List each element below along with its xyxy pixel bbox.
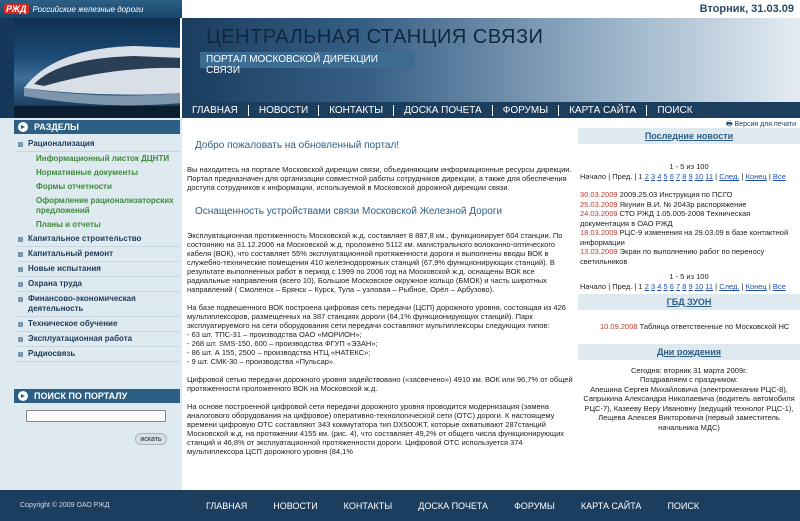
news-item[interactable] — [580, 190, 798, 200]
footer-nav-honor-board[interactable]: ДОСКА ПОЧЕТА — [418, 500, 489, 511]
gbd-text: Таблица ответственные по Московской НС — [639, 322, 790, 331]
pager-link[interactable]: 9 — [688, 282, 693, 291]
nav-honor-board[interactable]: ДОСКА ПОЧЕТА — [394, 105, 493, 116]
news-text: Якунин В.И. № 2043р распоряжение — [619, 199, 747, 209]
pager-link: 1 — [638, 172, 643, 181]
pager-link[interactable]: След. — [719, 172, 740, 181]
birthdays-title[interactable]: Дни рождения — [578, 344, 800, 360]
bullet-icon — [18, 337, 23, 342]
news-pager-bottom: Начало | Пред. | 1 2 3 4 5 6 7 8 9 10 11 | След. | Конец | Все — [580, 282, 786, 291]
sidebar-item[interactable] — [14, 277, 180, 292]
news-text: Экран по выполнению работ по переносу светильников — [580, 247, 765, 266]
paragraph-2: Эксплуатационная протяженность Московской ж.д. составляет 8 887,8 км., функционирует 604 станции. По состоянию на 31.12.2006 на Московской ж.д. проложено 5112 км. магистрального волоконно-оптического кабеля (ВОК), что составляет 55% эксплуатационной протяженности дороги и выполнены вводы ВОК в служебно-технические помещения 410 железнодорожных станций (67,9% функционирующих станций). В результате выполненных работ в период с 1999 по 2006 год на Московской ж.д. оснащены ВОК все радиальные направления (всего 10), Большое Московское окружное кольцо (БМОК) и часть широтных направлений ( Смоленск – Брянск – Курск, Тула – узловая – Рыбное, Орёл – Арбузово). — [187, 231, 563, 294]
sidebar-subitem[interactable] — [14, 180, 180, 194]
arrow-icon: ► — [19, 392, 27, 400]
train-image — [14, 18, 182, 118]
brand-bar — [0, 0, 182, 18]
sidebar-item-label: Эксплуатационная работа — [28, 334, 133, 343]
pager-link: Начало — [580, 282, 607, 291]
sidebar-item[interactable] — [14, 347, 180, 362]
news-list — [578, 190, 800, 266]
news-date: 18.03.2009 — [580, 228, 618, 237]
printer-icon: 🖶 — [725, 121, 735, 128]
sidebar-item-label: Капитальное строительство — [28, 234, 142, 243]
footer — [0, 490, 800, 521]
bullet-icon — [18, 282, 23, 287]
arrow-icon: ► — [19, 123, 27, 131]
pager-link[interactable]: Конец — [745, 172, 767, 181]
sidebar-item-label: Оформление рационализаторских предложений — [36, 196, 174, 215]
search-input[interactable] — [26, 410, 166, 422]
nav-search[interactable]: ПОИСК — [657, 104, 693, 116]
footer-nav-search[interactable]: ПОИСК — [667, 500, 700, 511]
sidebar-item[interactable] — [14, 262, 180, 277]
sidebar-item[interactable] — [14, 232, 180, 247]
news-pager: Начало | Пред. | 1 2 3 4 5 6 7 8 9 10 11 | След. | Конец | Все — [580, 172, 786, 181]
sidebar-item[interactable] — [14, 332, 180, 347]
pager-link[interactable]: 5 — [663, 282, 668, 291]
pager-link[interactable]: 4 — [657, 172, 662, 181]
pager-link[interactable]: 2 — [644, 172, 649, 181]
footer-nav-forums[interactable]: ФОРУМЫ — [514, 500, 555, 511]
bullet-icon — [18, 352, 23, 357]
sections-menu — [14, 137, 180, 362]
nav-contacts[interactable]: КОНТАКТЫ — [319, 105, 394, 116]
pager-link: Начало — [580, 172, 607, 181]
news-date: 13.03.2009 — [580, 247, 618, 256]
paragraph-4: Цифровой сетью передачи дорожного уровня задействовано («засвечено») 4910 км. ВОК или 96,7% от общей протяженности проложенного ВОК на Московской ж.д. — [187, 375, 573, 393]
search-header — [14, 389, 180, 403]
current-date: Вторник, 31.03.09 — [699, 3, 794, 15]
side-strip — [0, 18, 14, 118]
bullet-icon — [18, 142, 23, 147]
intro-paragraph: Вы находитесь на портале Московской дирекции связи, объединяющим информационные ресурсы дирекции. Портал предназначен для организации совместной работы сотрудников дирекции, а также для обеспечения доступа сотрудников к информации, используемой в Московской дорожной дирекции связи. — [187, 165, 572, 192]
pager-link[interactable]: Все — [772, 282, 786, 291]
copyright: Copyright © 2009 ОАО РЖД — [20, 502, 110, 509]
pager-link[interactable]: 3 — [650, 282, 656, 291]
sidebar-item-label: Радиосвязь — [28, 349, 76, 358]
pager-link[interactable]: 5 — [663, 172, 668, 181]
pager-link[interactable]: 8 — [682, 282, 687, 291]
sidebar-subitem[interactable] — [14, 218, 180, 232]
search-title: ПОИСК ПО ПОРТАЛУ — [34, 391, 128, 401]
print-label: Версия для печати — [734, 121, 796, 128]
pager-link[interactable]: 11 — [705, 282, 714, 291]
gbd-title[interactable]: ГБД ЗУОН — [578, 294, 800, 310]
latest-news-title[interactable]: Последние новости — [578, 128, 800, 144]
nav-home[interactable]: ГЛАВНАЯ — [182, 105, 249, 116]
pager-link: Пред. — [612, 282, 633, 291]
site-title: ЦЕНТРАЛЬНАЯ СТАНЦИЯ СВЯЗИ — [206, 26, 544, 48]
bullet-icon — [18, 237, 23, 242]
pager-link[interactable]: 4 — [657, 282, 662, 291]
news-range: 1 - 5 из 100 — [669, 162, 709, 171]
gbd-item[interactable] — [598, 322, 800, 332]
pager-link[interactable]: 9 — [688, 172, 693, 181]
sidebar-subitem[interactable] — [14, 194, 180, 218]
pager-link[interactable]: След. — [719, 282, 740, 291]
pager-link[interactable]: 3 — [650, 172, 656, 181]
pager-link[interactable]: 7 — [676, 172, 681, 181]
pager-link[interactable]: 8 — [682, 172, 687, 181]
pager-link[interactable]: Все — [772, 172, 786, 181]
pager-link[interactable]: 2 — [644, 282, 649, 291]
pager-link[interactable]: 10 — [694, 282, 704, 291]
equipment-heading: Оснащенность устройствами связи Московской Железной Дороги — [195, 206, 503, 217]
site-subtitle: ПОРТАЛ МОСКОВСКОЙ ДИРЕКЦИИ СВЯЗИ — [200, 52, 414, 68]
news-date: 30.03.2009 — [580, 190, 618, 199]
train-illustration — [14, 18, 182, 118]
sidebar-item[interactable] — [14, 137, 180, 152]
pager-link[interactable]: 11 — [705, 172, 714, 181]
welcome-heading: Добро пожаловать на обновленный портал! — [195, 140, 400, 151]
sidebar-item-label: Формы отчетности — [36, 182, 112, 191]
news-item[interactable] — [580, 200, 798, 210]
rzd-logo: РЖД — [6, 4, 27, 14]
birthdays-text: Сегодня: вторник 31 марта 2009г. Поздравляем с праздником: Апешина Сергея Михайловича (электромеханик РЦС-8), Сапрыкина Александра Николаевича (водитель автомобиля РЦС-7), Казееву Веру Ивановну (ведущий технолог РЦС-1), Лещева Алексея Викторовича (первый заместитель начальника МДС) — [583, 365, 795, 432]
pager-link[interactable]: 10 — [694, 172, 704, 181]
news-text: РЦС-9 изменения на 29.03.09 в базе контактной информации — [580, 228, 789, 247]
sidebar-item[interactable] — [14, 247, 180, 262]
nav-sitemap[interactable]: КАРТА САЙТА — [559, 105, 647, 116]
news-text: СТО РЖД 1.05.005-2008 Техническая документация в ОАО РЖД — [580, 209, 751, 228]
sidebar-item-label: Финансово-экономическая деятельность — [28, 294, 136, 313]
sidebar-item-label: Нормативные документы — [36, 168, 139, 177]
sections-header — [14, 120, 180, 134]
footer-nav-contacts[interactable]: КОНТАКТЫ — [343, 500, 393, 511]
gbd-date: 10.09.2008 — [600, 322, 638, 331]
news-text: 2009.25.03 Инструкция по ПСГО — [619, 190, 733, 199]
pager-link[interactable]: Конец — [745, 282, 767, 291]
bullet-icon — [18, 252, 23, 257]
sidebar-item[interactable] — [14, 292, 180, 317]
sidebar-item[interactable] — [14, 317, 180, 332]
sidebar-item-label: Капитальный ремонт — [28, 249, 114, 258]
news-date: 25.03.2009 — [580, 199, 618, 209]
bullet-icon — [18, 297, 23, 302]
paragraph-5: На основе построенной цифровой сети передачи дорожного уровня проводится модернизация (замена аналогового оборудования на цифровое) оперативно-технологической сети (ОТС) дороги. К настоящему времени цифровую ОТС составляют 343 коммутатора тип DX500ЖТ, которые охватывают 287станций Московской ж.д. на протяжении 4155 км. (рис. 4), что составляет 49,2% от общего числа функционирующих станций и 46,8% от эксплуатационной протяженности дороги. Цифровой ОТС используется 374 мультиплексора ЦСП дорожного уровня (84,1% — [187, 402, 565, 456]
pager-link[interactable]: 7 — [676, 282, 681, 291]
search-button[interactable]: искать — [135, 433, 167, 445]
news-item[interactable] — [580, 247, 798, 266]
pager-link[interactable]: 6 — [669, 282, 674, 291]
sidebar-item-label: Рационализация — [28, 139, 95, 148]
bullet-icon — [18, 267, 23, 272]
sidebar-item-label: Информационный листок ДЦНТИ — [36, 154, 170, 163]
sidebar-item-label: Планы и отчеты — [36, 220, 101, 229]
pager-link: 1 — [638, 282, 643, 291]
footer-nav-sitemap[interactable]: КАРТА САЙТА — [580, 500, 642, 511]
paragraph-3: На базе подвешенного ВОК построена цифровая сеть передачи (ЦСП) дорожного уровня, состоящая из 426 мультиплексоров, размещенных на 387 станциях дороги (64,1% функционирующих станций). Парк эксплуатируемого на сети оборудования сети передачи составляют мультиплексоры следующих типов: - 63 шт. ТПС-31 – производства ОАО «МОРИОН»; - 268 шт. SMS-150, 600 – производства ФГУП «ЭЗАН»; - 86 шт. А 155, 2500 – производства НТЦ «НАТЕКС»; - 9 шт. СМК-30 – производства «Пульсар». — [187, 303, 566, 366]
news-item[interactable] — [580, 228, 798, 247]
main-nav — [182, 102, 800, 118]
right-column — [578, 126, 800, 490]
nav-news[interactable]: НОВОСТИ — [249, 105, 319, 116]
news-range-bottom: 1 - 5 из 100 — [669, 272, 709, 281]
news-date: 24.03.2009 — [580, 209, 618, 218]
sidebar-subitem[interactable] — [14, 166, 180, 180]
footer-nav-news[interactable]: НОВОСТИ — [273, 500, 318, 511]
pager-link[interactable]: 6 — [669, 172, 674, 181]
pager-link: Пред. — [612, 172, 633, 181]
sections-title: РАЗДЕЛЫ — [34, 122, 79, 132]
bullet-icon — [18, 322, 23, 327]
sidebar-item-label: Техническое обучение — [28, 319, 118, 328]
main-content — [183, 126, 576, 490]
nav-forums[interactable]: ФОРУМЫ — [493, 105, 559, 116]
footer-nav-home[interactable]: ГЛАВНАЯ — [206, 500, 248, 511]
brand-name: Российские железные дороги — [32, 4, 144, 14]
sidebar-item-label: Новые испытания — [28, 264, 101, 273]
news-item[interactable] — [580, 209, 798, 228]
sidebar-subitem[interactable] — [14, 152, 180, 166]
sidebar-item-label: Охрана труда — [28, 279, 82, 288]
